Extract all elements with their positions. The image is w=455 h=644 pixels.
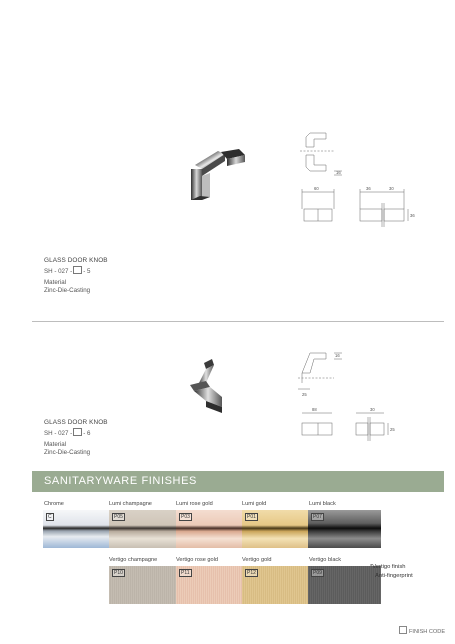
finish-swatch-lumi-gold [242, 510, 315, 548]
product1-material-value: Zinc-Die-Casting [44, 287, 91, 294]
finish-code-legend [399, 626, 445, 635]
finish-code-chip: P11 [181, 570, 190, 576]
dim-text: 16 [336, 170, 341, 175]
finish-code-chip: P05 [114, 514, 123, 520]
finish-swatch-lumi-rose-gold [176, 510, 249, 548]
vertigo-note-line2: Anti-fingerprint [375, 573, 413, 579]
finish-code-chip: P01 [247, 514, 256, 520]
product2-material-value: Zinc-Die-Casting [44, 449, 91, 456]
code-prefix: SH - 027 - [44, 430, 73, 437]
dim-text: 16 [335, 353, 340, 358]
code-suffix: - 6 [83, 430, 91, 437]
finish-code-chip: P07 [313, 514, 322, 520]
finish-label: Vertigo rose gold [176, 557, 218, 563]
finish-swatch-lumi-black [308, 510, 381, 548]
finish-code-placeholder-box [73, 266, 82, 274]
code-suffix: - 5 [83, 268, 91, 275]
product1-title: GLASS DOOR KNOB [44, 257, 108, 264]
finish-swatch-vertigo-rose-gold [176, 566, 249, 604]
finish-label: Vertigo black [309, 557, 342, 563]
product2-material-label: Material [44, 441, 67, 448]
product1-material-label: Material [44, 279, 67, 286]
finish-code-chip: P03 [181, 514, 190, 520]
finish-label: Lumi black [309, 501, 336, 507]
dim-text: 25 [302, 392, 307, 397]
finish-code-chip: P10 [114, 570, 123, 576]
dim-text: 60 [314, 186, 319, 191]
dim-text: 88 [312, 407, 317, 412]
dim-text: 25 [390, 427, 395, 432]
section-divider [32, 321, 444, 322]
finish-label: Lumi gold [242, 501, 267, 507]
finishes-title: SANITARYWARE FINISHES [44, 475, 197, 487]
product2-technical-drawing [290, 345, 420, 445]
finish-label: Vertigo gold [242, 557, 272, 563]
product2-code [44, 428, 90, 438]
dim-text: 30 [370, 407, 375, 412]
finish-code-placeholder-box [73, 428, 82, 436]
finish-code-chip: C [48, 514, 52, 520]
finish-code-legend-label: FINISH CODE [409, 629, 446, 635]
product2-title: GLASS DOOR KNOB [44, 419, 108, 426]
finish-code-chip: P12 [247, 570, 256, 576]
finish-swatch-vertigo-gold [242, 566, 315, 604]
product2-photo [186, 355, 231, 417]
dim-text: 36 [410, 213, 415, 218]
finish-code-legend-box [399, 626, 407, 634]
code-prefix: SH - 027 - [44, 268, 73, 275]
dim-text: 36 [366, 186, 371, 191]
finish-label: Lumi champagne [109, 501, 152, 507]
dim-text: 30 [389, 186, 394, 191]
finish-label: Lumi rose gold [176, 501, 213, 507]
finish-swatch-chrome [43, 510, 116, 548]
finishes-banner [32, 471, 444, 492]
finish-swatch-lumi-champagne [109, 510, 182, 548]
product1-technical-drawing [290, 125, 420, 235]
finish-label: Chrome [44, 501, 64, 507]
finish-label: Vertigo champagne [109, 557, 158, 563]
product1-photo [185, 145, 250, 210]
vertigo-note-line1: *Vertigo finish [370, 564, 406, 570]
product1-code [44, 266, 90, 276]
finish-code-chip: P09 [313, 570, 322, 576]
finish-swatch-vertigo-champagne [109, 566, 182, 604]
